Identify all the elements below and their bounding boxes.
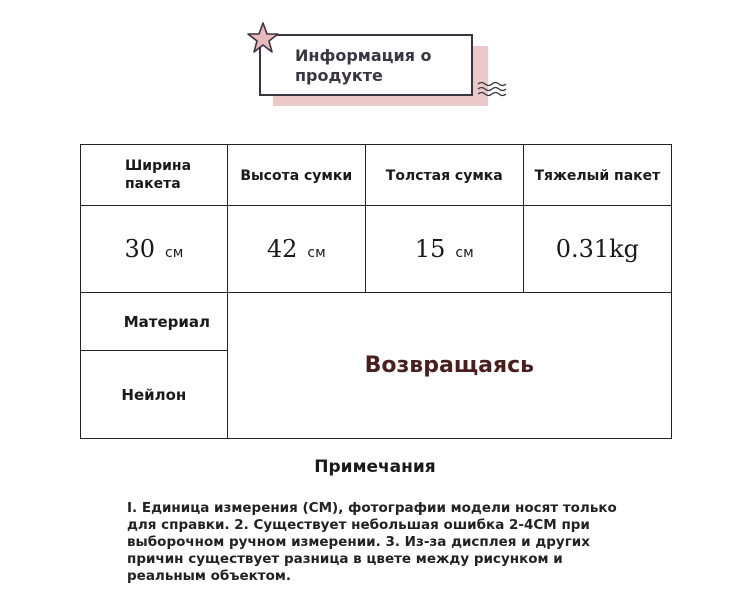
value-cell-weight: 0.31kg [523, 206, 671, 293]
header-cell-weight: Тяжелый пакет [523, 145, 671, 206]
header-cell-thickness: Толстая сумка [365, 145, 523, 206]
star-icon [245, 20, 281, 56]
material-label-row [81, 293, 672, 351]
header-box [259, 34, 473, 96]
header-cell-height: Высота сумки [227, 145, 365, 206]
table-value-row [81, 206, 672, 293]
notes-text: I. Единица измерения (CM), фотографии модели носят только для справки. 2. Существует небольшая ошибка 2-4CM при выборочном ручном измерении. 3. Из-за дисплея и других причин существует разница в цвете между рисунком и реальным объектом. [127, 500, 617, 584]
page-title: Информация о продукте [295, 46, 432, 85]
header-cell-width: Ширина пакета [81, 145, 228, 206]
material-label-cell: Материал [81, 293, 228, 351]
value-cell-height: 42 см [227, 206, 365, 293]
material-value-cell: Нейлон [81, 351, 228, 439]
value-cell-width: 30 см [81, 206, 228, 293]
return-cell: Возвращаясь [227, 293, 671, 439]
wave-icon [477, 80, 507, 98]
value-cell-thickness: 15 см [365, 206, 523, 293]
table-header-row [81, 145, 672, 206]
notes-title: Примечания [314, 457, 436, 477]
product-info-header [245, 20, 525, 120]
product-spec-table [80, 144, 672, 439]
